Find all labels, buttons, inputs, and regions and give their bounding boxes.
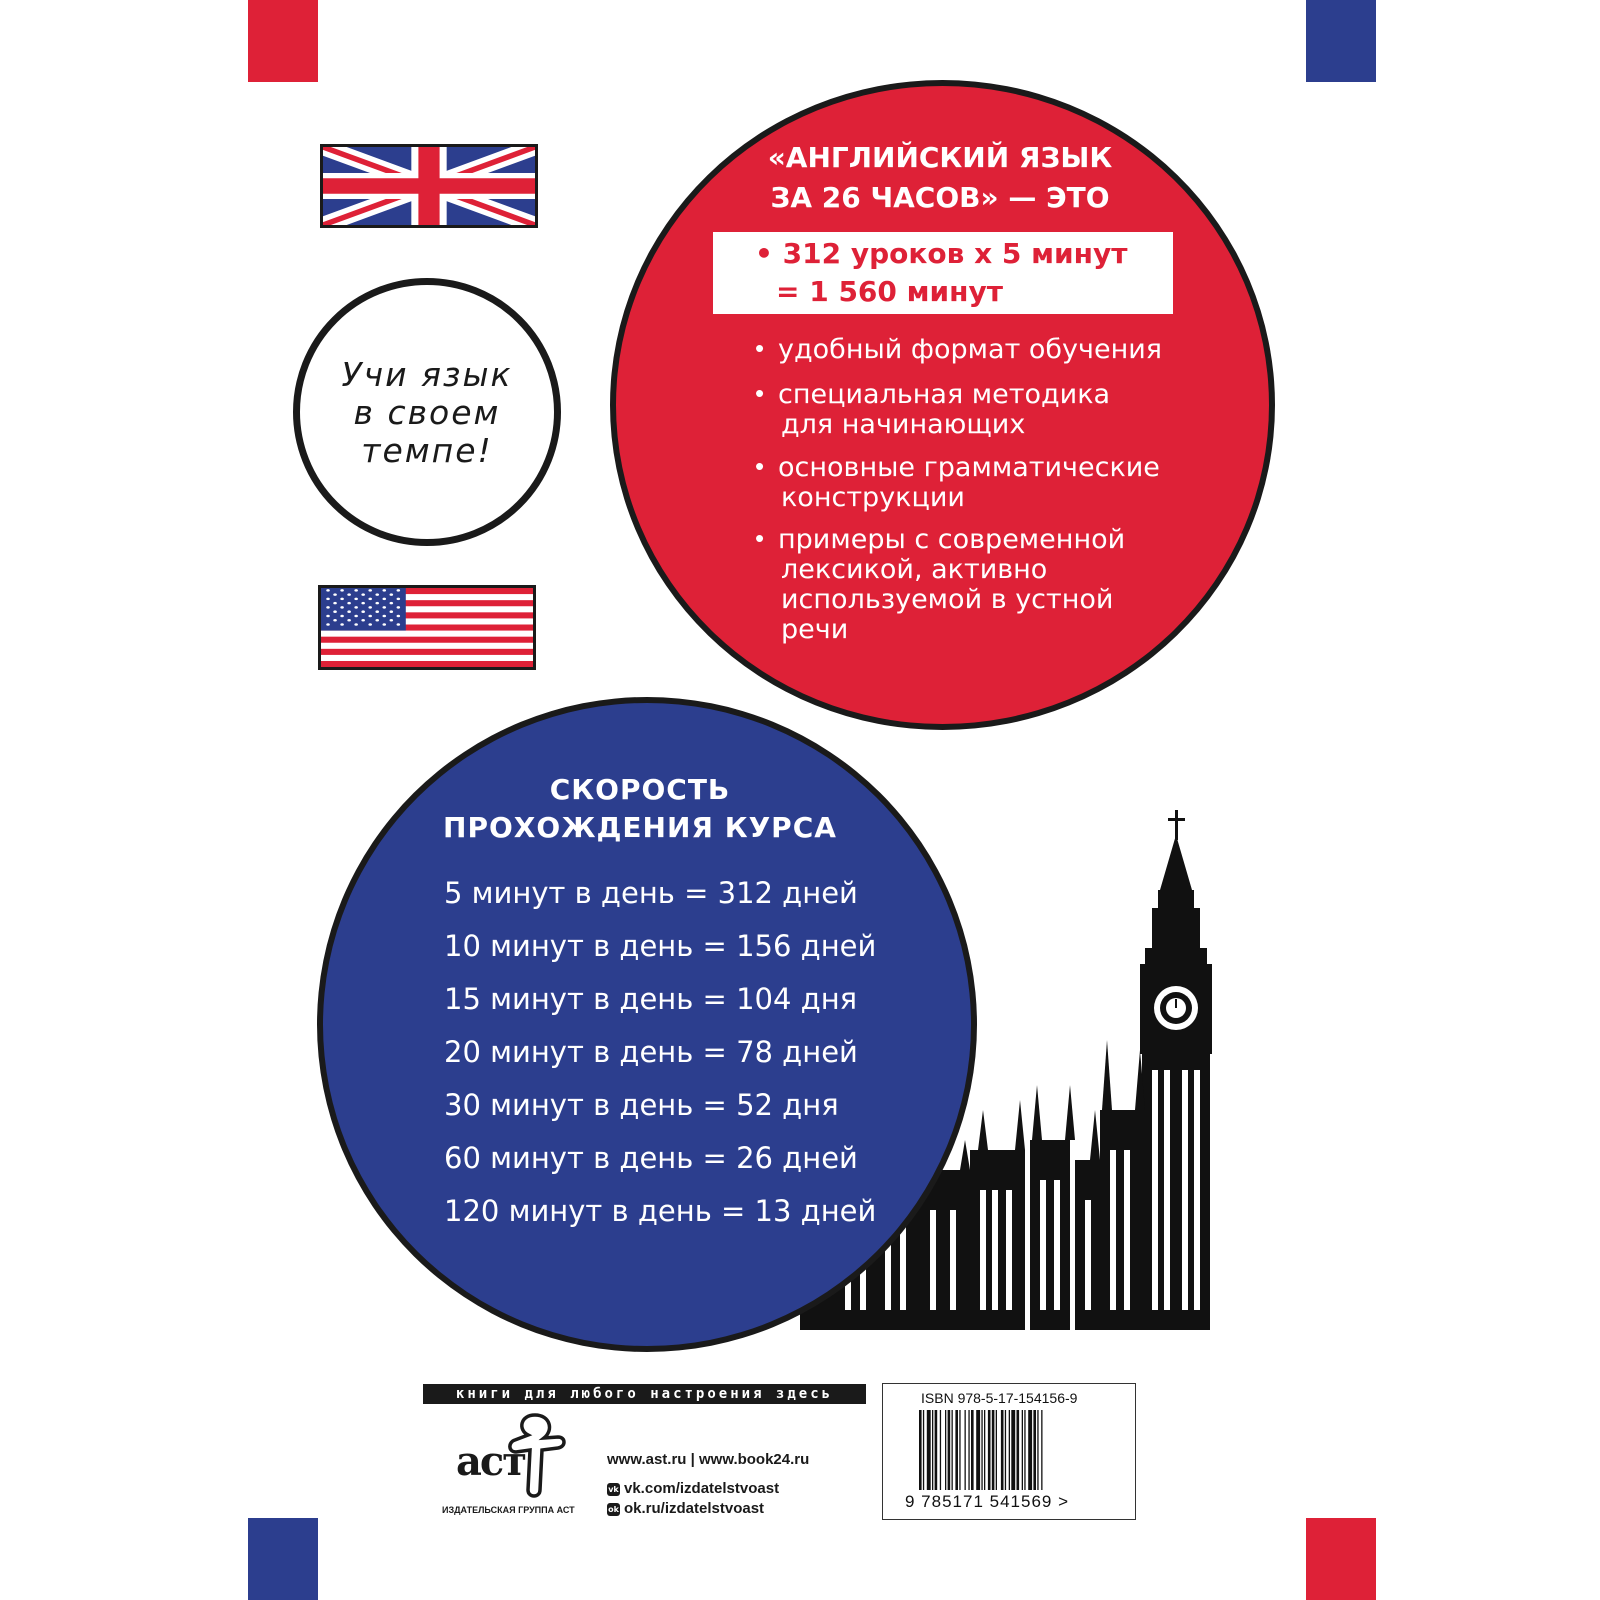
barcode-digits: 9 785171 541569 > bbox=[905, 1492, 1070, 1511]
tempo-slogan-circle bbox=[293, 278, 561, 546]
speed-row: 30 минут в день = 52 дня bbox=[444, 1088, 839, 1122]
ok-link[interactable]: ok.ru/izdatelstvoast bbox=[624, 1500, 765, 1517]
bullet-dot: • bbox=[755, 333, 765, 363]
feature-3-line-1: основные грамматические bbox=[778, 452, 1160, 483]
lessons-line-1: • 312 уроков х 5 минут bbox=[755, 237, 1128, 270]
feature-2-line-2: для начинающих bbox=[781, 409, 1026, 440]
speed-row: 60 минут в день = 26 дней bbox=[444, 1141, 858, 1175]
slogan-line-2: в своем bbox=[353, 393, 501, 432]
speed-row: 20 минут в день = 78 дней bbox=[444, 1035, 858, 1069]
bullet-dot: • bbox=[755, 451, 765, 481]
feature-4-line-2: лексикой, активно bbox=[781, 554, 1048, 585]
isbn-barcode-box bbox=[882, 1383, 1136, 1520]
isbn-text: ISBN 978-5-17-154156-9 bbox=[921, 1390, 1078, 1406]
lessons-line-2: = 1 560 минут bbox=[776, 275, 1003, 308]
slogan-line-3: темпе! bbox=[361, 431, 493, 470]
vk-link[interactable]: vk.com/izdatelstvoast bbox=[624, 1480, 780, 1497]
feature-4-line-4: речи bbox=[781, 614, 849, 645]
bullet-dot: • bbox=[755, 523, 765, 553]
ok-icon: ok bbox=[608, 1505, 619, 1514]
speed-row: 15 минут в день = 104 дня bbox=[444, 982, 858, 1016]
vk-icon: vk bbox=[608, 1485, 619, 1494]
feature-4-line-1: примеры с современной bbox=[778, 524, 1126, 555]
feature-2-line-1: специальная методика bbox=[778, 379, 1111, 410]
feature-4-line-3: используемой в устной bbox=[781, 584, 1114, 615]
corner-bar-top-left bbox=[248, 0, 318, 82]
logo-text: аст bbox=[456, 1438, 526, 1485]
barcode-icon bbox=[919, 1410, 1099, 1490]
feature-1-line-1: удобный формат обучения bbox=[778, 334, 1163, 365]
slogan-line-1: Учи язык bbox=[341, 355, 513, 394]
speed-title-line-1: СКОРОСТЬ bbox=[549, 773, 731, 806]
corner-bar-top-right bbox=[1306, 0, 1376, 82]
uk-flag-icon bbox=[320, 144, 538, 228]
corner-bar-bottom-right bbox=[1306, 1518, 1376, 1600]
speed-row: 120 минут в день = 13 дней bbox=[444, 1194, 877, 1228]
features-title-line-1: «АНГЛИЙСКИЙ ЯЗЫК bbox=[767, 141, 1113, 174]
tagline-strip: книги для любого настроения здесь bbox=[423, 1384, 866, 1404]
feature-3-line-2: конструкции bbox=[781, 482, 965, 513]
speed-row: 10 минут в день = 156 дней bbox=[444, 929, 877, 963]
publisher-name: ИЗДАТЕЛЬСКАЯ ГРУППА АСТ bbox=[442, 1505, 575, 1515]
usa-flag-icon bbox=[318, 585, 536, 670]
bullet-dot: • bbox=[755, 378, 765, 408]
corner-bar-bottom-left bbox=[248, 1518, 318, 1600]
features-title-line-2: ЗА 26 ЧАСОВ» — ЭТО bbox=[770, 181, 1110, 214]
speed-row: 5 минут в день = 312 дней bbox=[444, 876, 858, 910]
speed-title-line-2: ПРОХОЖДЕНИЯ КУРСА bbox=[443, 811, 837, 844]
ast-logo bbox=[440, 1410, 580, 1505]
websites-link[interactable]: www.ast.ru | www.book24.ru bbox=[607, 1451, 810, 1468]
